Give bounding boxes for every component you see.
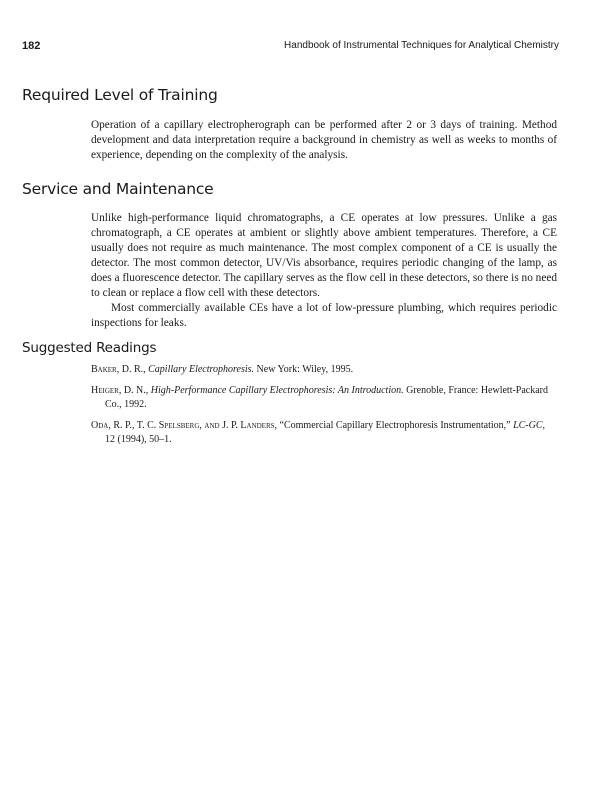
reference-authors: J. P. Landers, [222, 420, 278, 431]
reference-authors: Baker, D. R., [91, 364, 146, 375]
training-paragraph: Operation of a capillary electropherograph can be performed after 2 or 3 days of training. Method development and data interpretation require a background in chemistry as well as weeks to months of experience, depending on the complexity of the analysis. [91, 119, 557, 161]
page-header [22, 40, 559, 56]
reference-title: “Commercial Capillary Electrophoresis Instrumentation,” [277, 420, 514, 431]
section-heading-service: Service and Maintenance [22, 180, 214, 198]
reference-authors: Oda, R. P., T. C. Spelsberg, [91, 420, 202, 431]
suggested-readings-heading: Suggested Readings [22, 340, 157, 356]
reference-item [91, 419, 557, 447]
training-body [91, 118, 557, 163]
reference-title: High-Performance Capillary Electrophoresis: An Introduction. [150, 385, 404, 396]
reference-authors-and: and [201, 420, 223, 431]
running-head: Handbook of Instrumental Techniques for Analytical Chemistry [284, 40, 559, 51]
section-heading-training: Required Level of Training [22, 86, 218, 104]
service-paragraph-2: Most commercially available CEs have a lot of low-pressure plumbing, which requires periodic inspections for leaks. [91, 302, 557, 329]
reference-authors: Heiger, D. N., [91, 385, 149, 396]
reference-journal: LC-GC, [513, 420, 546, 431]
reference-publisher: 12 (1994), 50–1. [105, 434, 172, 445]
reference-list [91, 363, 557, 454]
reference-item [91, 384, 557, 412]
service-paragraph-1: Unlike high-performance liquid chromatographs, a CE operates at low pressures. Unlike a gas chromatograph, a CE operates at ambient or slightly above ambient temperatures. Therefore, a CE usually does not require as much maintenance. The most complex component of a CE is usually the detector. The most common detector, UV/Vis absorbance, requires periodic changing of the lamp, as does a fluorescence detector. The capillary serves as the flow cell in these detectors, so there is no need to clean or replace a flow cell with these detectors. [91, 212, 557, 299]
reference-title: Capillary Electrophoresis. [148, 364, 255, 375]
reference-publisher: Grenoble, France: Hewlett-Packard Co., 1992. [105, 385, 549, 410]
reference-publisher: New York: Wiley, 1995. [254, 364, 354, 375]
service-body [91, 211, 557, 331]
reference-item [91, 363, 557, 377]
page-number: 182 [22, 40, 41, 52]
